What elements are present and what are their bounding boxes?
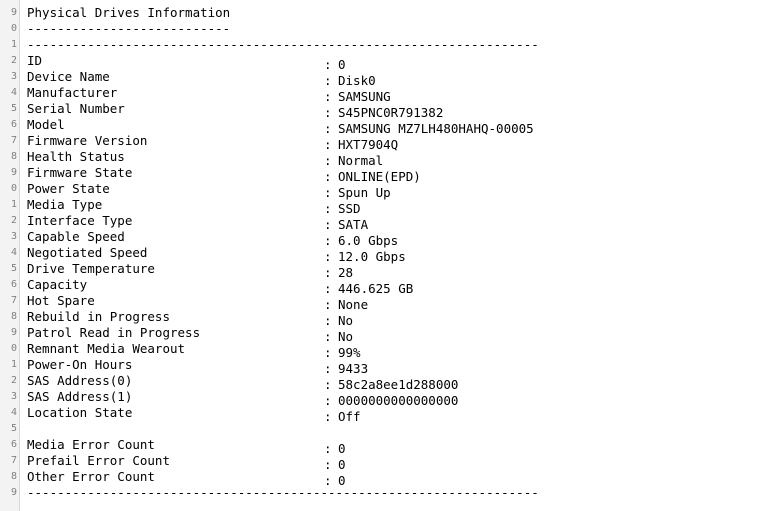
- property-row: [27, 229, 758, 248]
- property-label: Other Error Count: [27, 469, 155, 484]
- property-row: [27, 245, 758, 264]
- property-row: [27, 197, 758, 216]
- property-separator: :: [324, 153, 332, 168]
- line-number: 1: [10, 39, 17, 50]
- property-value: SAMSUNG MZ7LH480HAHQ-00005: [338, 121, 534, 136]
- property-label: Manufacturer: [27, 85, 118, 100]
- line-number: 1: [10, 359, 17, 370]
- property-row: [27, 213, 758, 232]
- property-value: 6.0 Gbps: [338, 233, 399, 248]
- property-separator: :: [324, 345, 332, 360]
- property-separator: :: [324, 329, 332, 344]
- property-row: [27, 101, 758, 120]
- property-label: Rebuild in Progress: [27, 309, 170, 324]
- property-label: SAS Address(1): [27, 389, 133, 404]
- property-value: ONLINE(EPD): [338, 169, 421, 184]
- property-separator: :: [324, 393, 332, 408]
- line-number: 4: [10, 247, 17, 258]
- property-label: Drive Temperature: [27, 261, 155, 276]
- property-row: [27, 69, 758, 88]
- property-separator: :: [324, 233, 332, 248]
- property-row: [27, 165, 758, 184]
- property-value: 446.625 GB: [338, 281, 414, 296]
- property-row: [27, 341, 758, 360]
- drive-properties-list: [27, 53, 758, 424]
- line-number: 9: [10, 487, 17, 498]
- line-number: 3: [10, 391, 17, 402]
- property-value: No: [338, 313, 354, 328]
- property-label: SAS Address(0): [27, 373, 133, 388]
- line-number: 2: [10, 215, 17, 226]
- property-row: [27, 357, 758, 376]
- property-separator: :: [324, 473, 332, 488]
- property-separator: :: [324, 441, 332, 456]
- divider-bottom: --------------------------------------------------------------------: [27, 485, 539, 500]
- error-counts-list: [27, 437, 758, 488]
- property-value: Normal: [338, 153, 384, 168]
- line-number: 3: [10, 231, 17, 242]
- line-number: 9: [10, 167, 17, 178]
- property-label: Firmware State: [27, 165, 133, 180]
- line-number: 0: [10, 343, 17, 354]
- property-separator: :: [324, 361, 332, 376]
- line-number: 4: [10, 407, 17, 418]
- line-number: 5: [10, 423, 17, 434]
- property-label: Negotiated Speed: [27, 245, 148, 260]
- line-number: 6: [10, 279, 17, 290]
- property-value: 0000000000000000: [338, 393, 459, 408]
- property-value: SATA: [338, 217, 369, 232]
- line-number: 9: [10, 7, 17, 18]
- property-label: Power State: [27, 181, 110, 196]
- property-separator: :: [324, 169, 332, 184]
- property-label: Patrol Read in Progress: [27, 325, 201, 340]
- line-number: 0: [10, 183, 17, 194]
- property-label: Capacity: [27, 277, 88, 292]
- property-separator: :: [324, 185, 332, 200]
- property-value: 58c2a8ee1d288000: [338, 377, 459, 392]
- property-value: None: [338, 297, 369, 312]
- property-value: 12.0 Gbps: [338, 249, 406, 264]
- line-number: 4: [10, 87, 17, 98]
- property-label: Prefail Error Count: [27, 453, 170, 468]
- property-value: 0: [338, 473, 346, 488]
- line-number: 6: [10, 119, 17, 130]
- property-row: [27, 85, 758, 104]
- property-row: [27, 469, 758, 488]
- property-row: [27, 389, 758, 408]
- property-label: Capable Speed: [27, 229, 125, 244]
- property-value: Spun Up: [338, 185, 391, 200]
- property-value: 99%: [338, 345, 361, 360]
- divider-top: --------------------------------------------------------------------: [27, 37, 539, 52]
- line-number: 8: [10, 151, 17, 162]
- property-separator: :: [324, 105, 332, 120]
- property-row: [27, 277, 758, 296]
- property-value: SAMSUNG: [338, 89, 391, 104]
- line-number: 5: [10, 263, 17, 274]
- property-separator: :: [324, 57, 332, 72]
- line-number: 6: [10, 439, 17, 450]
- property-row: [27, 133, 758, 152]
- property-separator: :: [324, 137, 332, 152]
- property-separator: :: [324, 265, 332, 280]
- line-number: 7: [10, 455, 17, 466]
- property-value: 0: [338, 57, 346, 72]
- property-label: Serial Number: [27, 101, 125, 116]
- property-row: [27, 309, 758, 328]
- property-value: 0: [338, 457, 346, 472]
- line-number: 2: [10, 55, 17, 66]
- property-row: [27, 117, 758, 136]
- property-label: Media Error Count: [27, 437, 155, 452]
- property-separator: :: [324, 201, 332, 216]
- property-separator: :: [324, 409, 332, 424]
- line-number-gutter: [0, 0, 20, 511]
- property-label: Power-On Hours: [27, 357, 133, 372]
- property-label: Health Status: [27, 149, 125, 164]
- property-separator: :: [324, 457, 332, 472]
- property-label: ID: [27, 53, 43, 68]
- report-title-underline: ---------------------------: [27, 21, 231, 36]
- property-separator: :: [324, 89, 332, 104]
- property-value: S45PNC0R791382: [338, 105, 444, 120]
- line-number: 3: [10, 71, 17, 82]
- property-value: Disk0: [338, 73, 376, 88]
- property-separator: :: [324, 121, 332, 136]
- property-label: Interface Type: [27, 213, 133, 228]
- report-title: Physical Drives Information: [27, 5, 231, 20]
- line-number: 7: [10, 135, 17, 146]
- property-label: Media Type: [27, 197, 103, 212]
- property-value: 0: [338, 441, 346, 456]
- property-row: [27, 53, 758, 72]
- property-value: No: [338, 329, 354, 344]
- line-number: 7: [10, 295, 17, 306]
- property-separator: :: [324, 249, 332, 264]
- property-separator: :: [324, 281, 332, 296]
- property-label: Model: [27, 117, 65, 132]
- property-separator: :: [324, 297, 332, 312]
- blank-line: [27, 421, 758, 437]
- property-label: Remnant Media Wearout: [27, 341, 186, 356]
- property-separator: :: [324, 73, 332, 88]
- property-row: [27, 437, 758, 456]
- property-value: HXT7904Q: [338, 137, 399, 152]
- property-label: Hot Spare: [27, 293, 95, 308]
- property-row: [27, 325, 758, 344]
- property-row: [27, 373, 758, 392]
- property-label: Device Name: [27, 69, 110, 84]
- property-value: Off: [338, 409, 361, 424]
- property-separator: :: [324, 217, 332, 232]
- line-number: 9: [10, 327, 17, 338]
- property-row: [27, 453, 758, 472]
- property-value: SSD: [338, 201, 361, 216]
- property-separator: :: [324, 377, 332, 392]
- property-label: Firmware Version: [27, 133, 148, 148]
- property-separator: :: [324, 313, 332, 328]
- line-number: 8: [10, 311, 17, 322]
- property-value: 9433: [338, 361, 369, 376]
- property-value: 28: [338, 265, 354, 280]
- line-number: 5: [10, 103, 17, 114]
- line-number: 8: [10, 471, 17, 482]
- line-number: 2: [10, 375, 17, 386]
- line-number: 0: [10, 23, 17, 34]
- property-label: Location State: [27, 405, 133, 420]
- terminal-content: [20, 0, 758, 511]
- line-number: 1: [10, 199, 17, 210]
